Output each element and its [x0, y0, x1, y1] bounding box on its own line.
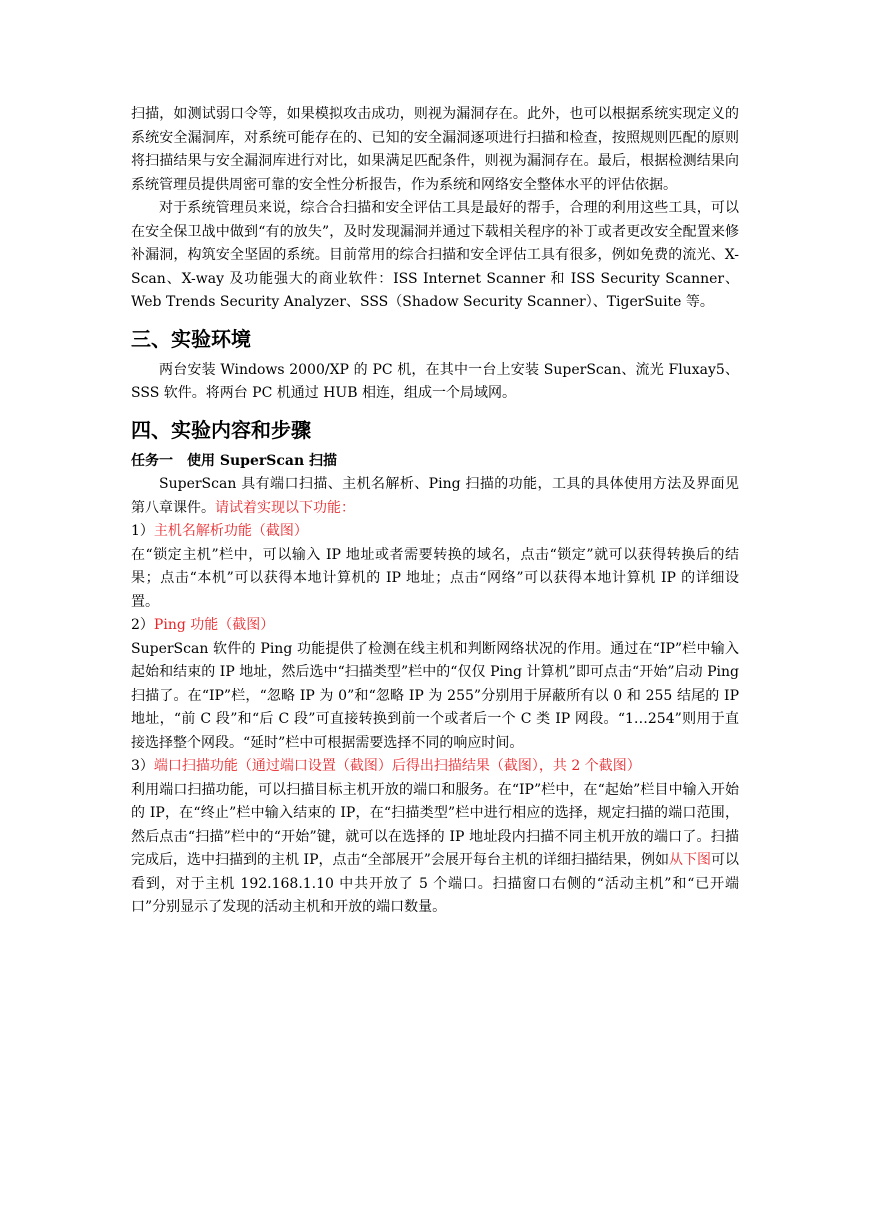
task-1-intro-text: SuperScan 具有端口扫描、主机名解析、Ping 扫描的功能，工具的具体使用方法及界面见第八章课件。 — [131, 476, 739, 516]
item-3-number: 3） — [131, 758, 154, 774]
item-2-heading — [131, 614, 739, 638]
item-3-heading — [131, 755, 739, 779]
item-1-heading — [131, 520, 739, 544]
item-2-title: Ping 功能（截图） — [153, 617, 275, 633]
task-1-intro — [131, 473, 739, 520]
item-3-body-part-a: 利用端口扫描功能，可以扫描目标主机开放的端口和服务。在“IP”栏中，在“起始”栏目中输入开始的 IP，在“终止”栏中输入结束的 IP，在“扫描类型”栏中进行相应的选择，规定扫描的端口范围，然后点击“扫描”栏中的“开始”键，就可以在选择的 IP 地址段内扫描不同主机开放的端口了。扫描完成后，选中扫描到的主机 IP，点击“全部展开”会展开每台主机的详细扫描结果，例如 — [131, 781, 739, 868]
item-1-title: 主机名解析功能（截图） — [153, 523, 308, 539]
item-3-figure-reference: 从下图 — [668, 852, 711, 868]
task-1-intro-instruction: 请试着实现以下功能： — [215, 499, 355, 516]
intro-paragraph-1: 扫描，如测试弱口令等，如果模拟攻击成功，则视为漏洞存在。此外，也可以根据系统实现定义的系统安全漏洞库，对系统可能存在的、已知的安全漏洞逐项进行扫描和检查，按照规则匹配的原则将扫描结果与安全漏洞库进行对比，如果满足匹配条件，则视为漏洞存在。最后，根据检测结果向系统管理员提供周密可靠的安全性分析报告，作为系统和网络安全整体水平的评估依据。 — [131, 106, 739, 193]
item-3-title: 端口扫描功能（通过端口设置（截图）后得出扫描结果（截图），共 2 个截图） — [153, 758, 641, 774]
section-3-heading: 三、实验环境 — [131, 326, 251, 351]
item-1-body: 在“锁定主机”栏中，可以输入 IP 地址或者需要转换的域名，点击“锁定”就可以获得转换后的结果；点击“本机”可以获得本地计算机的 IP 地址；点击“网络”可以获得本地计算机 IP 的详细设置。 — [131, 546, 739, 610]
item-2-number: 2） — [131, 617, 154, 633]
task-1-title: 任务一 使用 SuperScan 扫描 — [131, 452, 337, 469]
item-2-body: SuperScan 软件的 Ping 功能提供了检测在线主机和判断网络状况的作用。通过在“IP”栏中输入起始和结束的 IP 地址，然后选中“扫描类型”栏中的“仅仅 Ping 计算机”即可点击“开始”启动 Ping 扫描了。在“IP”栏，“忽略 IP 为 0”和“忽略 IP 为 255”分别用于屏蔽所有以 0 和 255 结尾的 IP 地址，“前 C 段”和“后 C 段”可直接转换到前一个或者后一个 C 类 IP 网段。“1…254”则用于直接选择整个网段。“延时”栏中可根据需要选择不同的响应时间。 — [131, 640, 739, 751]
item-3-body-part-b: 可以看到，对于主机 192.168.1.10 中共开放了 5 个端口。扫描窗口右侧的“活动主机”和“已开端口”分别显示了发现的活动主机和开放的端口数量。 — [131, 852, 740, 915]
intro-paragraph-2: 对于系统管理员来说，综合合扫描和安全评估工具是最好的帮手，合理的利用这些工具，可以在安全保卫战中做到“有的放失”，及时发现漏洞并通过下载相关程序的补丁或者更改安全配置来修补漏洞，构筑安全坚固的系统。目前常用的综合扫描和安全评估工具有很多，例如免费的流光、X-Scan、X-way 及功能强大的商业软件：ISS Internet Scanner 和 ISS Security Scanner、Web Trends Security Analyzer、SSS（Shadow Security Scanner）、TigerSuite 等。 — [131, 200, 739, 310]
document-page — [131, 103, 739, 920]
item-1-number: 1） — [131, 523, 154, 539]
section-3-body: 两台安装 Windows 2000/XP 的 PC 机，在其中一台上安装 SuperScan、流光 Fluxay5、SSS 软件。将两台 PC 机通过 HUB 相连，组成一个局域网。 — [131, 361, 739, 401]
section-4-heading: 四、实验内容和步骤 — [131, 417, 311, 442]
item-3-body — [131, 779, 739, 920]
